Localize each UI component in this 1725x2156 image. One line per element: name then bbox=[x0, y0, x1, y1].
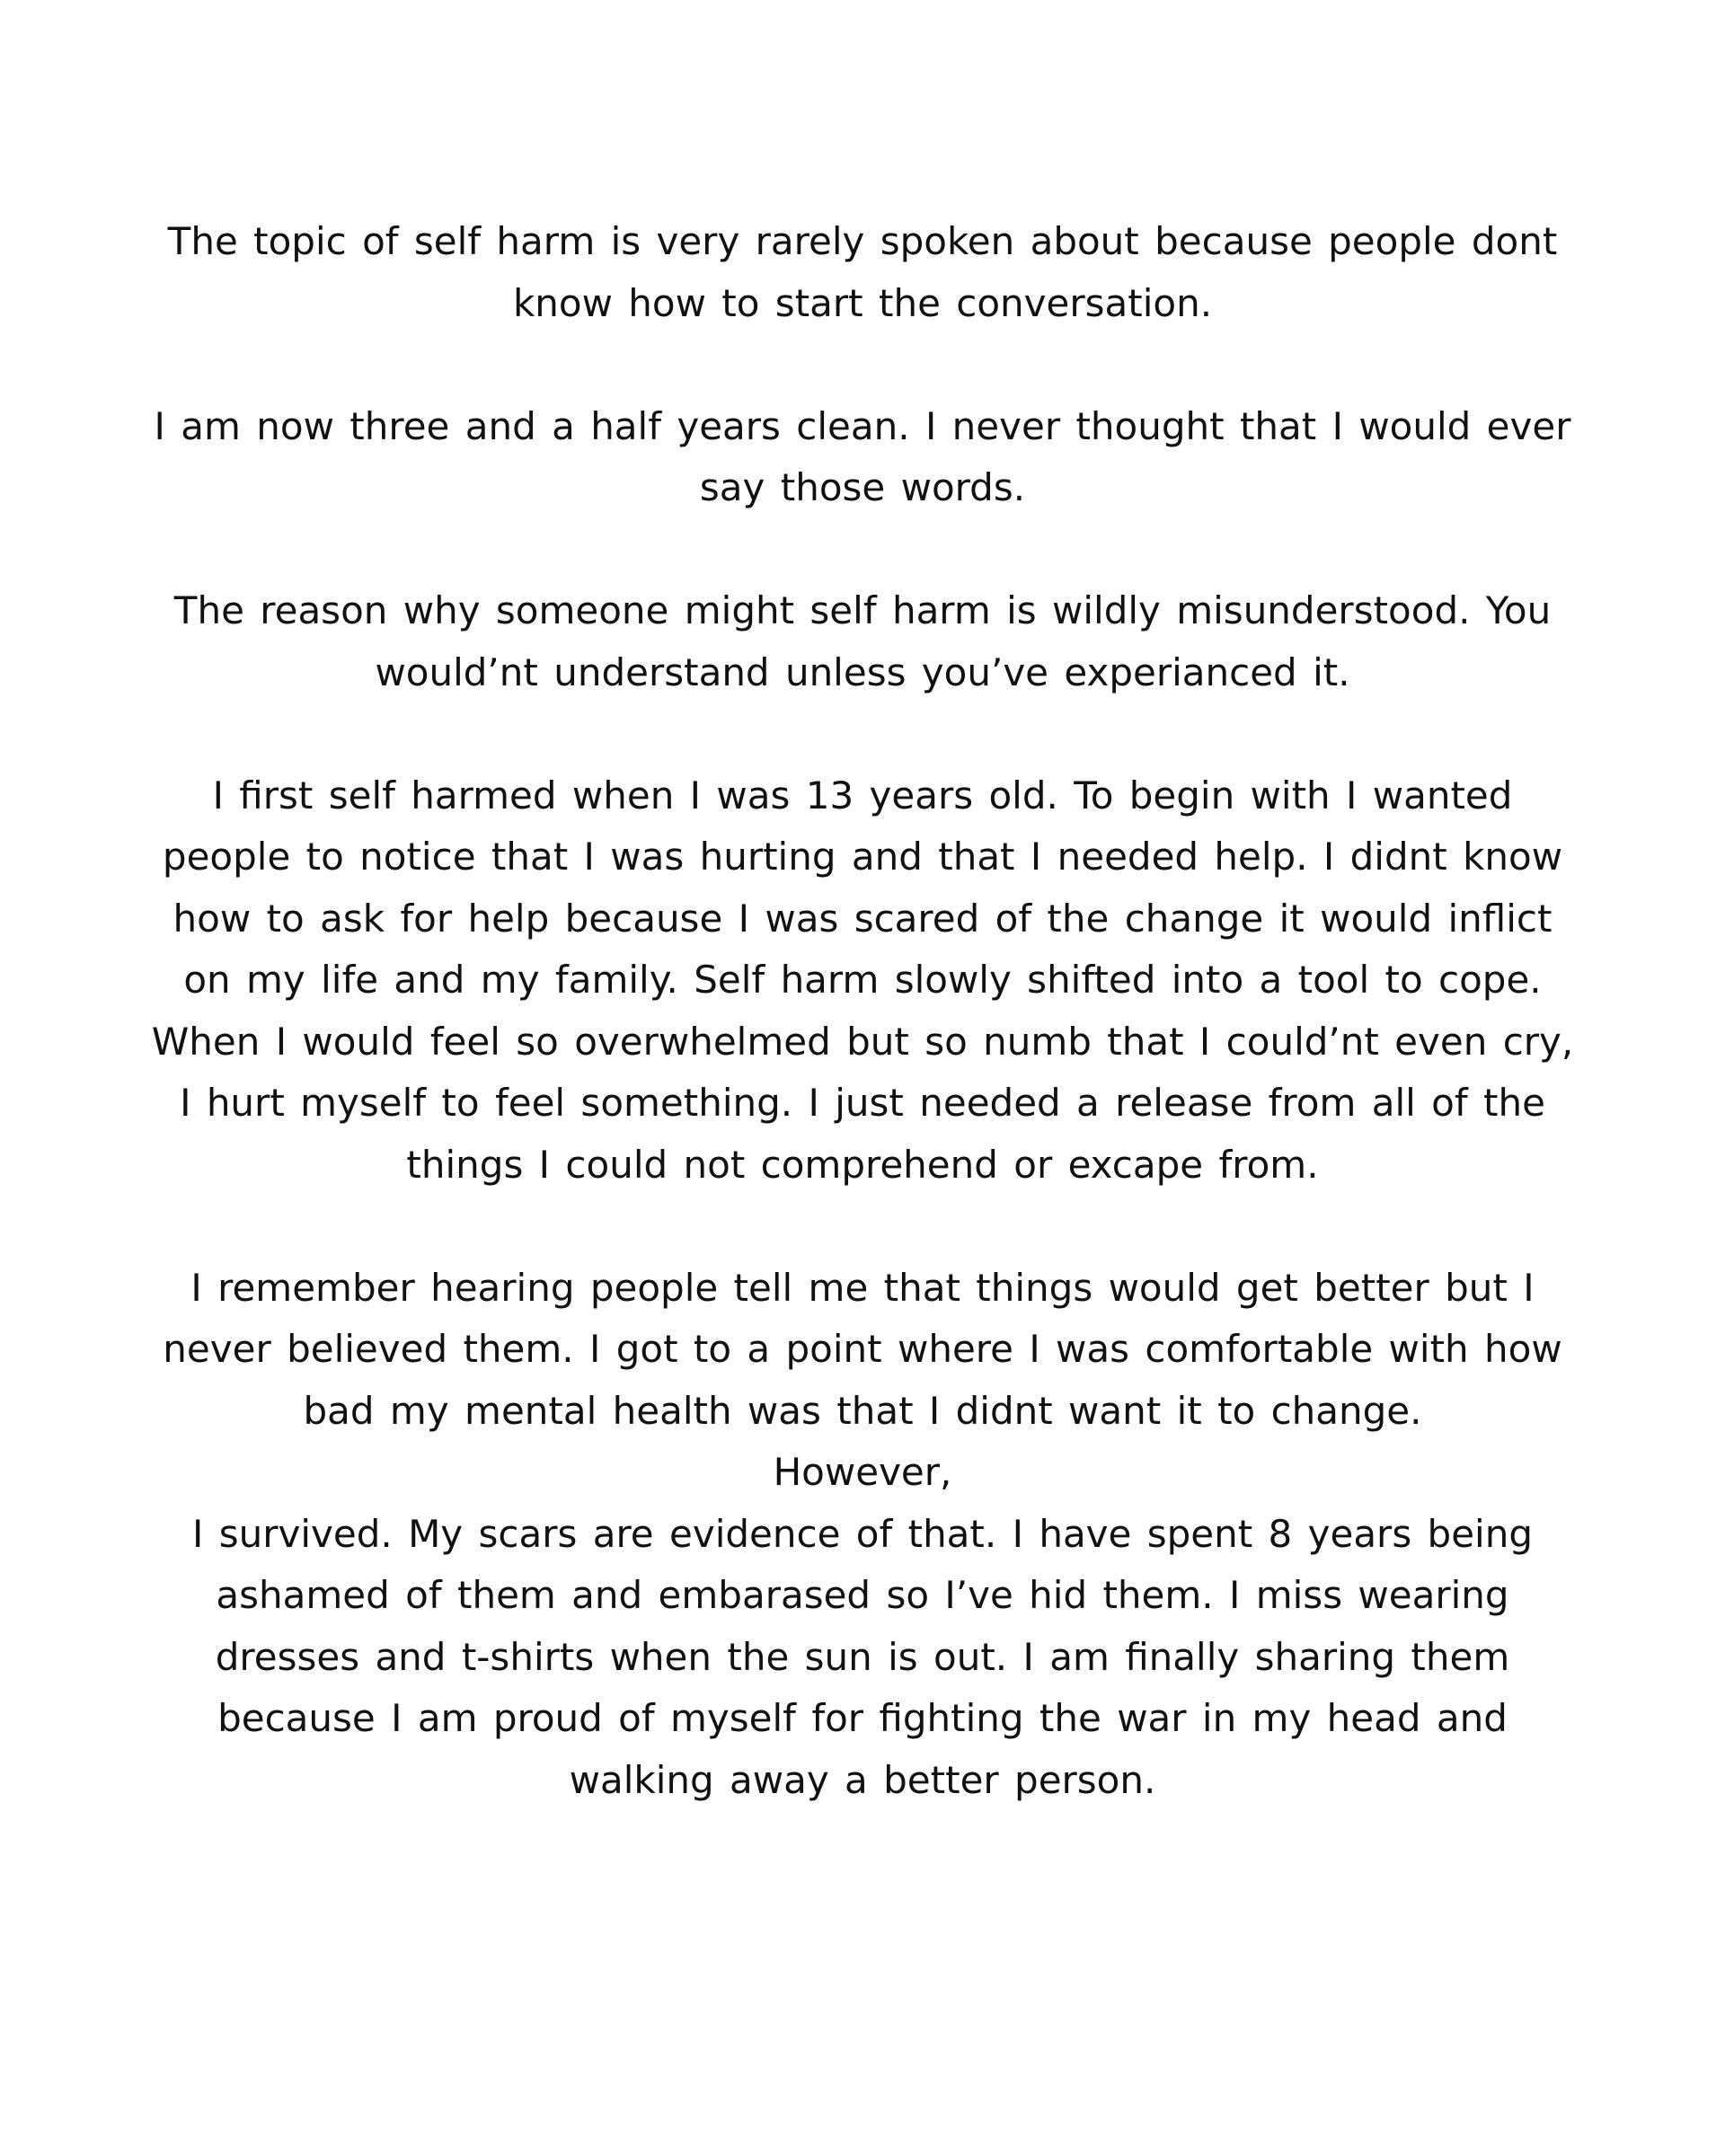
paragraph-spacer bbox=[144, 1196, 1581, 1258]
paragraph-clean: I am now three and a half years clean. I never thought that I would ever say those words. bbox=[154, 403, 1571, 509]
paragraph-however: However, bbox=[773, 1450, 952, 1494]
paragraph-survived: I survived. My scars are evidence of that. I have spent 8 years being ashamed of them and embarased so I’ve hid them. I miss wearing dresses and t-shirts when the sun is out. I am finally sharing them because I am proud of myself for fighting the war in my head and walking away a better person. bbox=[191, 1511, 1534, 1802]
paragraph-conversation: The topic of self harm is very rarely spoken about because people dont know how to start the conversation. bbox=[167, 219, 1558, 325]
paragraph-spacer bbox=[144, 334, 1581, 396]
paragraph-spacer bbox=[144, 703, 1581, 765]
paragraph-spacer bbox=[144, 519, 1581, 581]
paragraph-first-time: I first self harmed when I was 13 years old. To begin with I wanted people to notice that I was hurting and that I needed help. I didnt know how to ask for help because I was scared of the change it would inflict on my life and my family. Self harm slowly shifted into a tool to cope. When I would feel so overwhelmed but so numb that I could’nt even cry, I hurt myself to feel something. I just needed a release from all of the things I could not comprehend or excape from. bbox=[151, 773, 1574, 1187]
paragraph-better: I remember hearing people tell me that things would get better but I never believed them. I got to a point where I was comfortable with how bad my mental health was that I didnt want it to change. bbox=[163, 1265, 1562, 1433]
paragraph-misunderstood: The reason why someone might self harm is wildly misunderstood. You would’nt understand unless you’ve experianced it. bbox=[173, 588, 1552, 694]
document-body bbox=[144, 211, 1581, 1811]
